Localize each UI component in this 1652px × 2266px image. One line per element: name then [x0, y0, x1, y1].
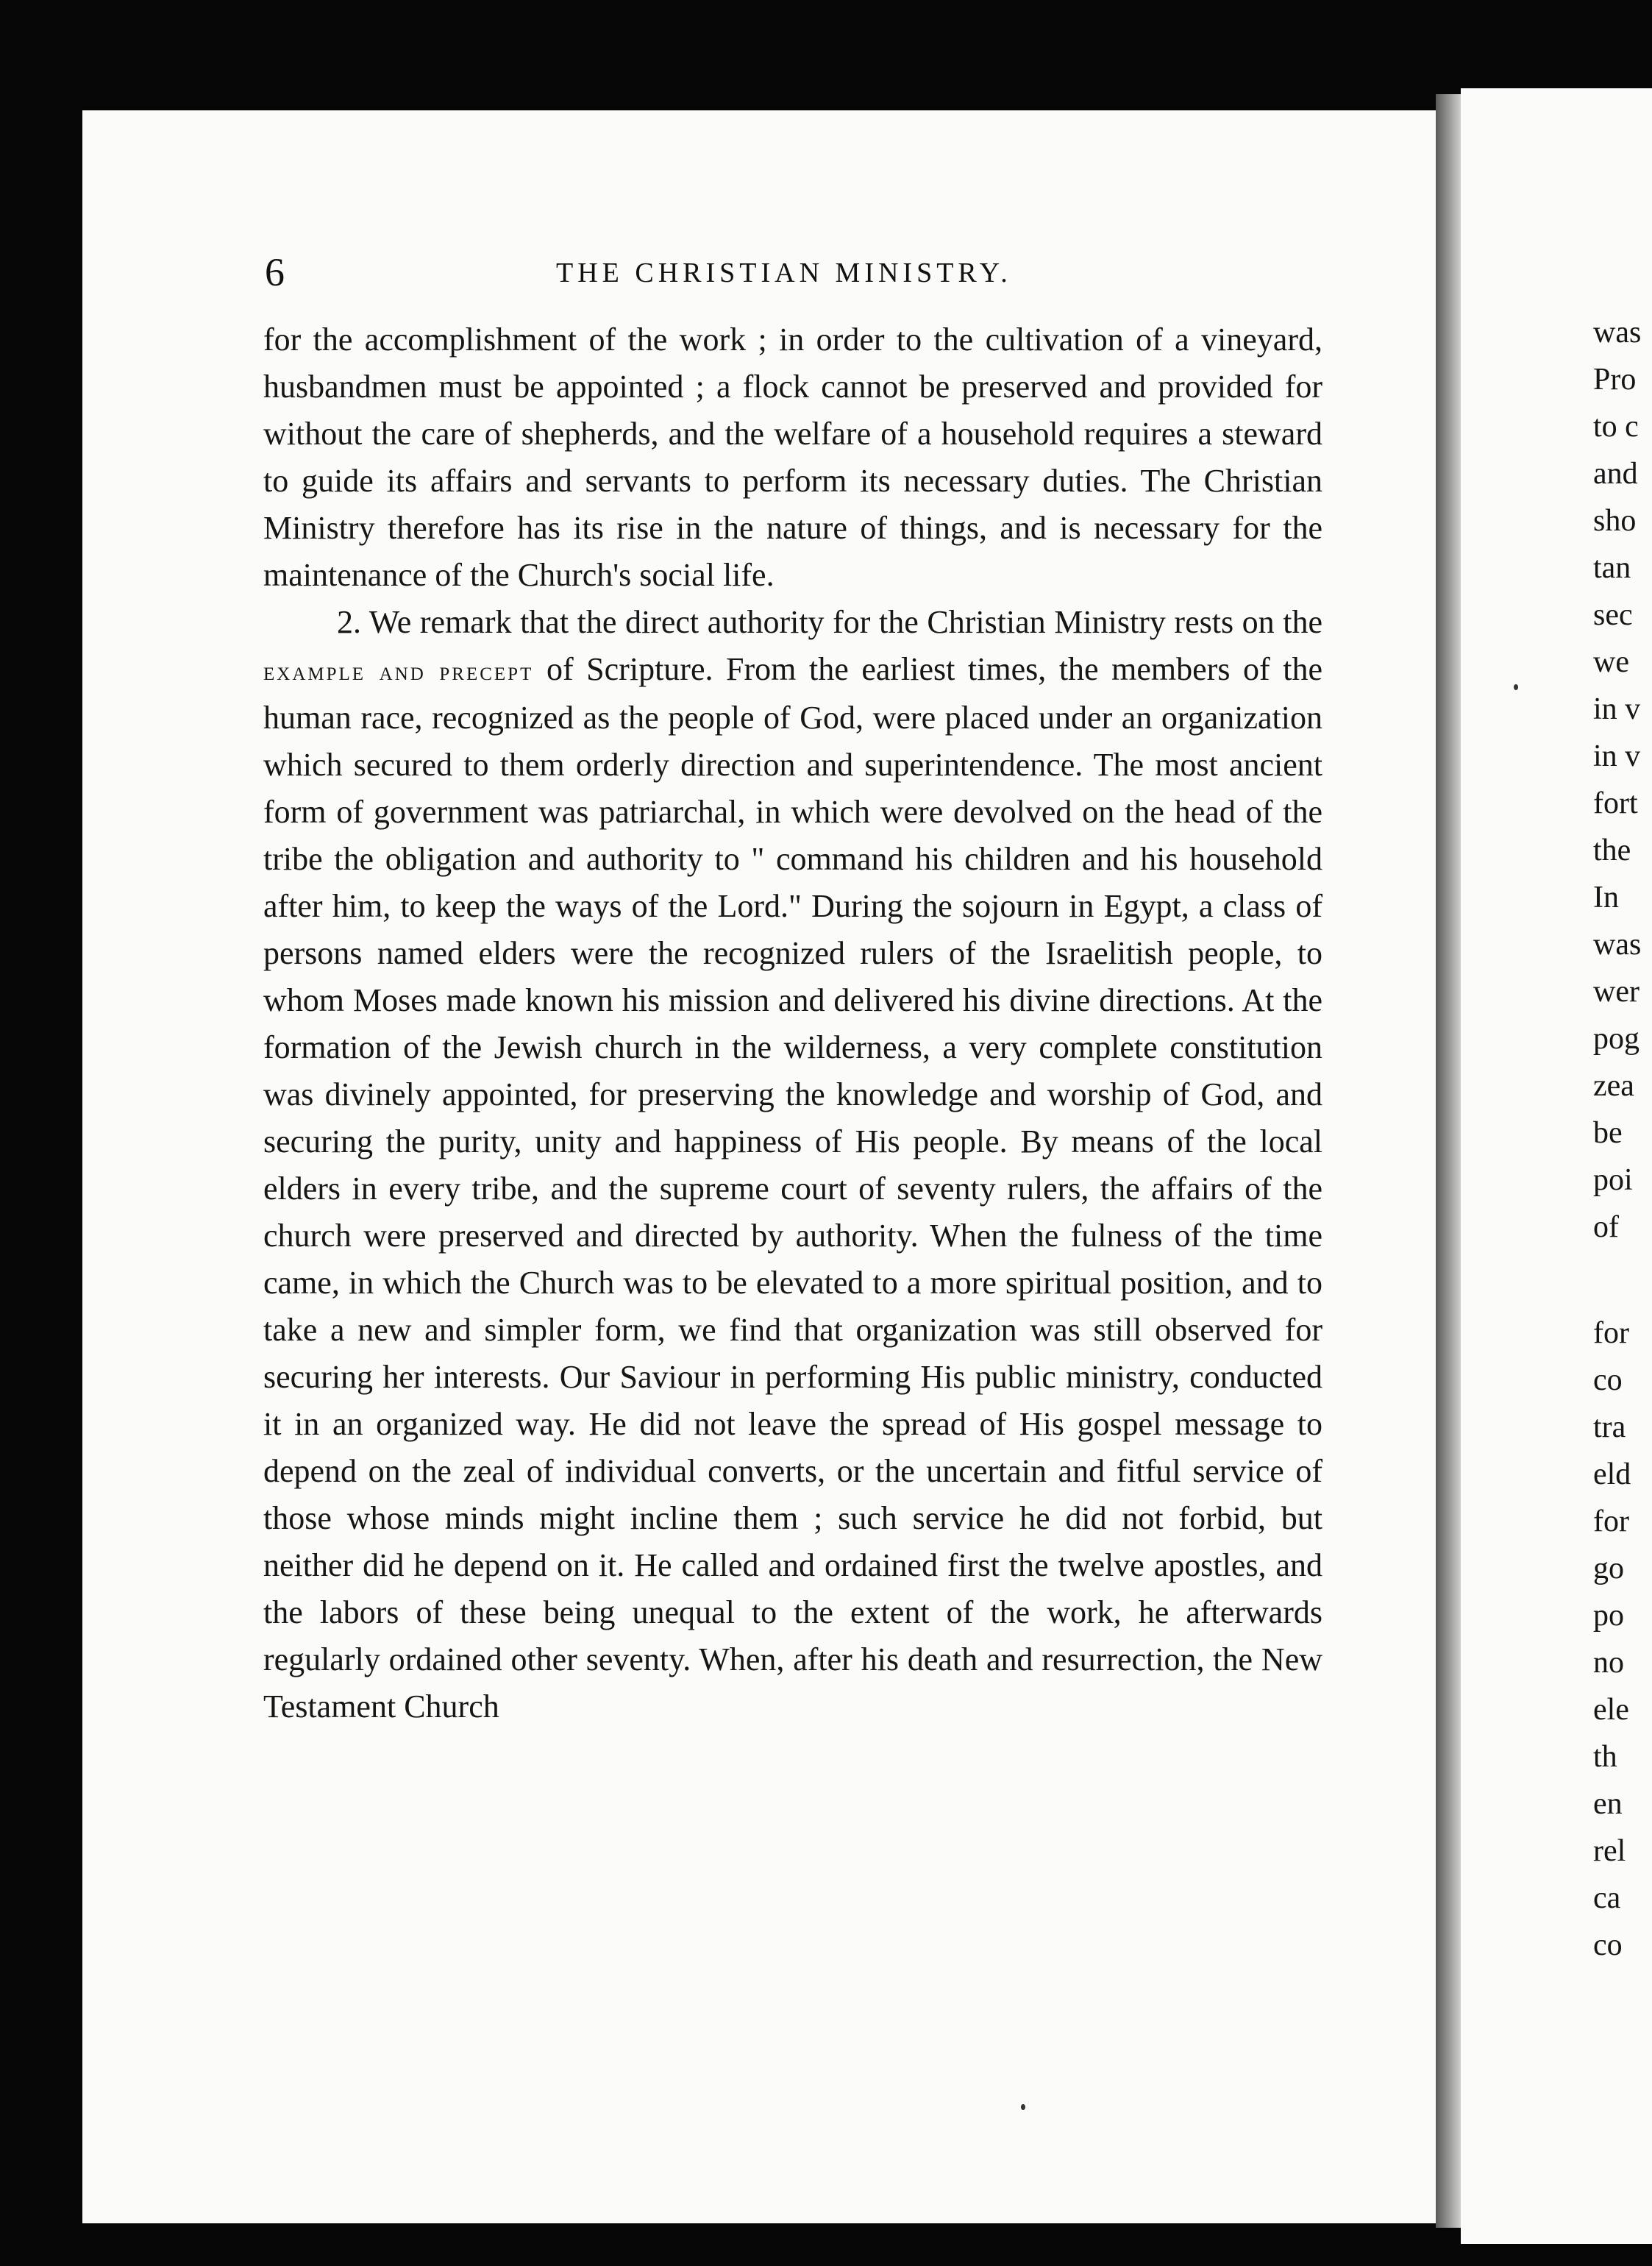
right-fragment-line: the — [1593, 834, 1631, 867]
right-fragment-line: rel — [1593, 1834, 1626, 1868]
right-fragment-line: in v — [1593, 692, 1641, 726]
right-fragment-block-1 — [1593, 309, 1652, 1251]
right-fragment-line: sho — [1593, 504, 1637, 538]
right-fragment-line: tan — [1593, 551, 1631, 585]
right-fragment-line: was — [1593, 928, 1642, 962]
right-fragment-line: en — [1593, 1787, 1623, 1821]
book-gutter — [1436, 94, 1461, 2228]
right-fragment-line: pog — [1593, 1022, 1639, 1056]
right-fragment-line: Pro — [1593, 363, 1637, 397]
right-fragment-line: poi — [1593, 1163, 1633, 1197]
right-fragment-line: for — [1593, 1505, 1629, 1538]
right-fragment-line: tra — [1593, 1410, 1626, 1444]
right-fragment-line: go — [1593, 1552, 1624, 1585]
right-fragment-line: no — [1593, 1646, 1624, 1680]
right-fragment-line: ca — [1593, 1881, 1621, 1915]
right-fragment-line: we — [1593, 645, 1629, 679]
page-number: 6 — [265, 250, 285, 294]
paragraph-2-rest: of Scripture. From the earliest times, the members of the human race, recognized as the people of God, were placed under an organization which secured to them orderly direction and superintendence. The most ancient form of government was patriarchal, in which were devolved on the head of the tribe the obligation and authority to " command his children and his household after him, to keep the ways of the Lord." During the sojourn in Egypt, a class of persons named elders were the recognized rulers of the Israelitish people, to whom Moses made known his mission and delivered his divine directions. At the formation of the Jewish church in the wilderness, a very complete constitution was divinely appointed, for preserving the knowledge and worship of God, and securing the purity, unity and happiness of His people. By means of the local elders in every tribe, and the supreme court of seventy rulers, the affairs of the church were preserved and directed by authority. When the fulness of the time came, in which the Church was to be elevated to a more spiritual position, and to take a new and simpler form, we find that organization was still observed for securing her interests. Our Saviour in performing His public ministry, conducted it in an organized way. He did not leave the spread of His gospel message to depend on the zeal of individual converts, or the uncertain and fitful service of those whose minds might incline them ; such service he did not forbid, but neither did he depend on it. He called and ordained first the twelve apostles, and the labors of these being unequal to the extent of the work, he afterwards regularly ordained other seventy. When, after his death and resurrection, the New Testament Church — [263, 651, 1323, 1725]
right-fragment-line: in v — [1593, 739, 1641, 773]
running-title: THE CHRISTIAN MINISTRY. — [556, 258, 1012, 288]
right-fragment-line: co — [1593, 1928, 1623, 1962]
right-fragment-line: to c — [1593, 410, 1639, 444]
right-fragment-block-2 — [1593, 1310, 1652, 1969]
body-text — [263, 316, 1322, 1730]
right-fragment-line: wer — [1593, 975, 1639, 1009]
paper-speck — [1514, 684, 1518, 690]
right-fragment-line: and — [1593, 457, 1638, 491]
right-fragment-line: ele — [1593, 1693, 1629, 1727]
right-fragment-line: po — [1593, 1599, 1624, 1633]
right-fragment-line: be — [1593, 1116, 1623, 1150]
right-fragment-line: fort — [1593, 786, 1638, 820]
right-fragment-line: zea — [1593, 1069, 1634, 1103]
right-fragment-line: was — [1593, 316, 1642, 349]
right-fragment-line: of — [1593, 1210, 1619, 1244]
right-fragment-line: In — [1593, 881, 1619, 914]
paragraph-2 — [263, 599, 1322, 1730]
right-fragment-line: co — [1593, 1363, 1623, 1397]
paper-speck — [1021, 2104, 1025, 2110]
right-fragment-gap — [1593, 1251, 1652, 1310]
paragraph-1: for the accomplishment of the work ; in order to the cultivation of a vineyard, husbandmen must be appointed ; a flock cannot be preserved and provided for without the care of shepherds, and the welfare of a household requires a steward to guide its affairs and servants to perform its necessary duties. The Christian Ministry therefore has its rise in the nature of things, and is necessary for the maintenance of the Church's social life. — [263, 322, 1322, 593]
paragraph-2-start: 2. We remark that the direct authority for the Christian Ministry rests on the — [337, 604, 1322, 640]
right-page-text-fragments — [1593, 309, 1652, 1969]
running-head — [265, 250, 1589, 294]
right-fragment-line: for — [1593, 1316, 1629, 1350]
right-fragment-line: th — [1593, 1740, 1617, 1774]
paragraph-2-smallcaps: example and precept — [263, 656, 534, 686]
right-fragment-line: eld — [1593, 1457, 1631, 1491]
right-fragment-line: sec — [1593, 598, 1633, 632]
